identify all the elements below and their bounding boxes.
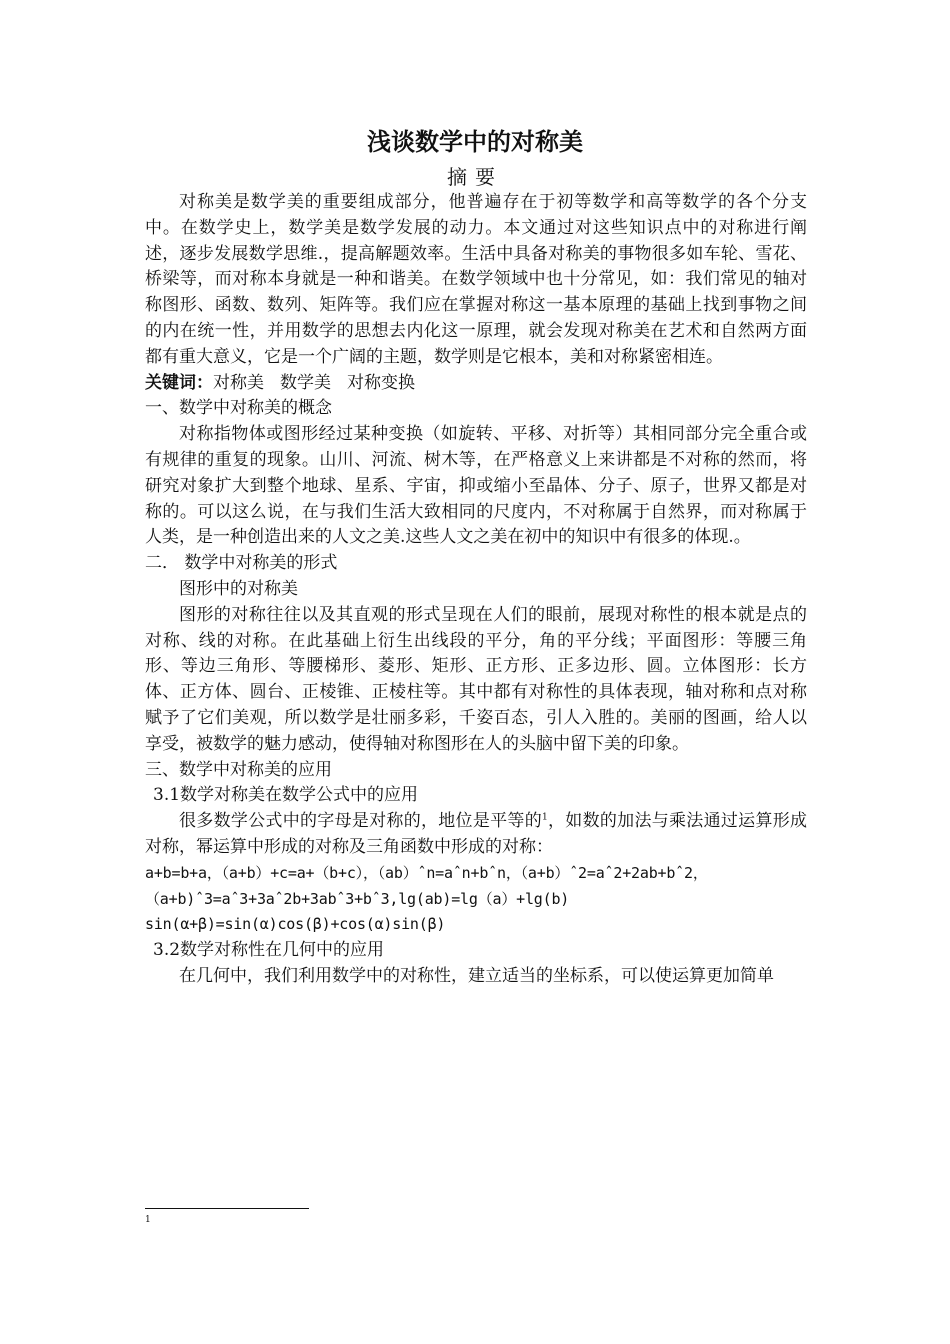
keyword: 对称变换 [347, 372, 415, 393]
keyword: 对称美 [213, 372, 264, 393]
section-3-1-paragraph [145, 809, 807, 861]
keywords-label: 关键词： [145, 372, 213, 393]
footnote-reference[interactable]: 1 [542, 812, 548, 823]
footnote-separator [145, 1208, 309, 1209]
keyword: 数学美 [280, 372, 331, 393]
section-1-heading: 一、数学中对称美的概念 [145, 398, 332, 419]
section-3-1-heading: 3.1数学对称美在数学公式中的应用 [153, 785, 419, 806]
abstract-paragraph: 对称美是数学美的重要组成部分，他普遍存在于初等数学和高等数学的各个分支中。在数学史上，数学美是数学发展的动力。本文通过对这些知识点中的对称进行阐述，逐步发展数学思维.，提高解题效率。生活中具备对称美的事物很多如车轮、雪花、桥梁等，而对称本身就是一种和谐美。在数学领域中也十分常见，如：我们常见的轴对称图形、函数、数列、矩阵等。我们应在掌握对称这一基本原理的基础上找到事物之间的内在统一性，并用数学的思想去内化这一原理，就会发现对称美在艺术和自然两方面都有重大意义，它是一个广阔的主题，数学则是它根本，美和对称紧密相连。 [145, 192, 807, 367]
section-1-paragraph: 对称指物体或图形经过某种变换（如旋转、平移、对折等）其相同部分完全重合或有规律的重复的现象。山川、河流、树木等，在严格意义上来讲都是不对称的然而，将研究对象扩大到整个地球、星系、宇宙，抑或缩小至晶体、分子、原子，世界又都是对称的。可以这么说，在与我们生活大致相同的尺度内，不对称属于自然界，而对称属于人类，是一种创造出来的人文之美.这些人文之美在初中的知识中有很多的体现.。 [145, 424, 807, 548]
formula-line: a+b=b+a，（a+b）+c=a+（b+c），（ab）ˆn=aˆn+bˆn，（a+b）ˆ2=aˆ2+2ab+bˆ2， [145, 863, 708, 882]
section-3-2-paragraph: 在几何中，我们利用数学中的对称性，建立适当的坐标系，可以使运算更加简单 [179, 965, 774, 986]
section-2-heading: 二． 数学中对称美的形式 [145, 553, 338, 574]
section-3-heading: 三、数学中对称美的应用 [145, 759, 332, 780]
document-body [145, 190, 807, 990]
section-3-1-text: 很多数学公式中的字母是对称的，地位是平等的 [179, 811, 542, 832]
page-title: 浅谈数学中的对称美 [367, 128, 583, 156]
section-3-2-heading: 3.2数学对称性在几何中的应用 [153, 940, 385, 961]
section-2-subheading: 图形中的对称美 [179, 578, 298, 599]
formula-line: （a+b)ˆ3=aˆ3+3aˆ2b+3abˆ3+bˆ3,lg(ab)=lg（a）+lg(b) [145, 889, 570, 908]
keywords-line [145, 371, 807, 397]
section-2-paragraph: 图形的对称往往以及其直观的形式呈现在人们的眼前，展现对称性的根本就是点的对称、线的对称。在此基础上衍生出线段的平分，角的平分线；平面图形：等腰三角形、等边三角形、等腰梯形、菱形、矩形、正方形、正多边形、圆。立体图形：长方体、正方体、圆台、正棱锥、正棱柱等。其中都有对称性的具体表现，轴对称和点对称赋予了它们美观，所以数学是壮丽多彩，千姿百态，引人入胜的。美丽的图画，给人以享受，被数学的魅力感动，使得轴对称图形在人的头脑中留下美的印象。 [145, 604, 807, 754]
section-3-1-text: ，如数的加法与乘法通过运算形成对称，幂运算中形成的对称及三角函数中形成的对称： [145, 811, 808, 857]
abstract-heading: 摘要 [447, 165, 503, 189]
formula-line: sin(α+β)=sin(α)cos(β)+cos(α)sin(β) [145, 915, 446, 934]
footnote-mark: 1 [145, 1215, 151, 1225]
